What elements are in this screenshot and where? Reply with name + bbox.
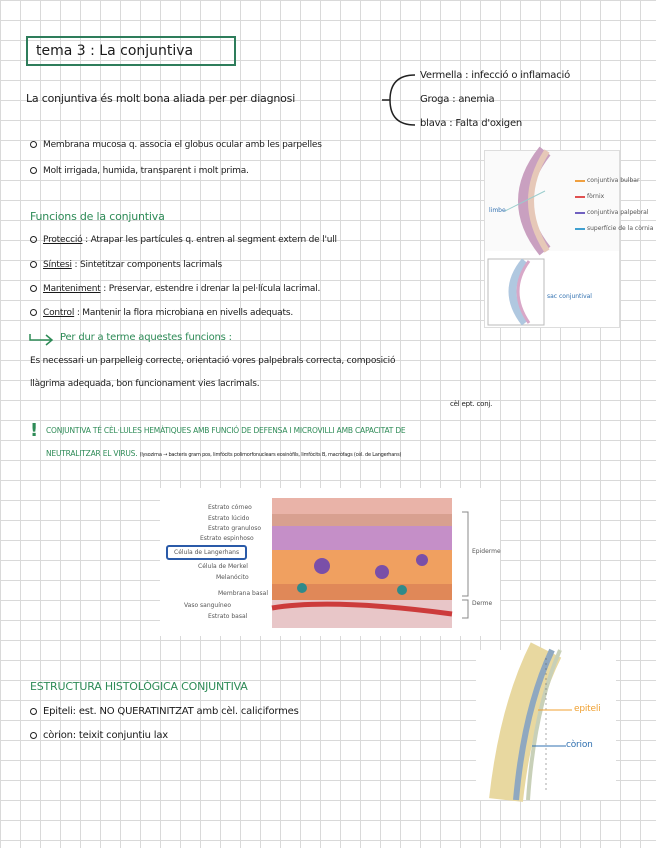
- diagram-label: sac conjuntival: [547, 293, 592, 300]
- list-item: Membrana mucosa q. associa el globus ocular amb les parpelles: [30, 140, 322, 150]
- section-heading: Funcions de la conjuntiva: [30, 210, 165, 223]
- eye-conjunctiva-diagram: [484, 150, 654, 328]
- diagram-label: Estrato granuloso: [208, 525, 262, 532]
- bullet-icon: [30, 167, 37, 174]
- diagram-label: Epiderme: [472, 548, 501, 555]
- diagram-label: còrion: [566, 740, 593, 750]
- section-heading: ESTRUCTURA HISTOLÒGICA CONJUNTIVA: [30, 680, 248, 693]
- histology-illustration: [476, 650, 616, 800]
- diagram-label: Derme: [472, 600, 493, 607]
- diagram-label: Melanócito: [216, 574, 249, 581]
- diagram-label: Membrana basal: [218, 590, 269, 597]
- section-heading: Per dur a terme aquestes funcions :: [60, 332, 232, 343]
- bullet-icon: [30, 708, 37, 715]
- list-item: Epiteli: est. NO QUERATINITZAT amb cèl. caliciformes: [30, 706, 299, 717]
- diagram-label: superfície de la còrnia: [587, 225, 654, 232]
- bullet-icon: [30, 732, 37, 739]
- diagram-label: Estrato espinhoso: [200, 535, 254, 542]
- diagram-label: limbe: [489, 207, 506, 214]
- list-item: Protecció : Atrapar les partícules q. entren al segment extern de l'ull: [30, 235, 337, 245]
- diagram-label: Célula de Merkel: [198, 563, 248, 570]
- diagram-label: Estrato lúcido: [208, 515, 250, 522]
- bullet-icon: [30, 236, 37, 243]
- conjunctiva-histology-diagram: [476, 650, 616, 800]
- page-title: tema 3 : La conjuntiva: [26, 36, 236, 66]
- superscript-note: cèl ept. conj.: [450, 400, 493, 408]
- bullet-icon: [30, 285, 37, 292]
- note-line: CONJUNTIVA TÉ CÈL·LULES HEMÀTIQUES AMB FUNCIÓ DE DEFENSA I MICROVILLI AMB CAPACITAT DE: [46, 426, 406, 435]
- branch-item: blava : Falta d'oxigen: [420, 118, 523, 129]
- bullet-icon: [30, 309, 37, 316]
- diagram-label: Estrato basal: [208, 613, 248, 620]
- paragraph-line: Es necessari un parpelleig correcte, orientació vores palpebrals correcta, composició: [30, 356, 396, 366]
- diagram-label: conjuntiva palpebral: [587, 209, 649, 216]
- branch-item: Groga : anemia: [420, 94, 495, 105]
- skin-illustration: [272, 488, 462, 636]
- list-item: Control : Mantenir la flora microbiana en nivells adequats.: [30, 308, 293, 318]
- bullet-icon: [30, 261, 37, 268]
- diagram-label: Estrato córneo: [208, 504, 252, 511]
- diagram-label: epiteli: [574, 704, 601, 714]
- intro-text: La conjuntiva és molt bona aliada per per diagnosi: [26, 92, 296, 105]
- bracket-icon: [460, 510, 472, 620]
- brace-icon: [380, 70, 420, 130]
- diagram-label: Vaso sanguíneo: [184, 602, 232, 609]
- diagram-label-highlighted: Célula de Langerhans: [166, 545, 247, 560]
- list-item: Molt irrigada, humida, transparent i molt prima.: [30, 166, 249, 176]
- diagram-label: conjuntiva bulbar: [587, 177, 640, 184]
- exclamation-icon: !: [30, 420, 39, 441]
- note-line: NEUTRALITZAR EL VIRUS. (lysozima → bacteris gram pos, limfòcits polimorfonuclears eosinòfils, limfòcits B, macròfags (cèl. de Langerhans): [46, 449, 402, 458]
- paragraph-line: llàgrima adequada, bon funcionament vies lacrimals.: [30, 379, 260, 389]
- list-item: còrion: teixit conjuntiu lax: [30, 730, 168, 741]
- bullet-icon: [30, 141, 37, 148]
- list-item: Síntesi : Sintetitzar components lacrimals: [30, 260, 222, 270]
- skin-layers-diagram: [160, 488, 500, 636]
- arrow-right-icon: [28, 332, 56, 346]
- list-item: Manteniment : Preservar, estendre i drenar la pel·lícula lacrimal.: [30, 284, 320, 294]
- diagram-label: fòrnix: [587, 193, 605, 200]
- branch-item: Vermella : infecció o inflamació: [420, 70, 571, 81]
